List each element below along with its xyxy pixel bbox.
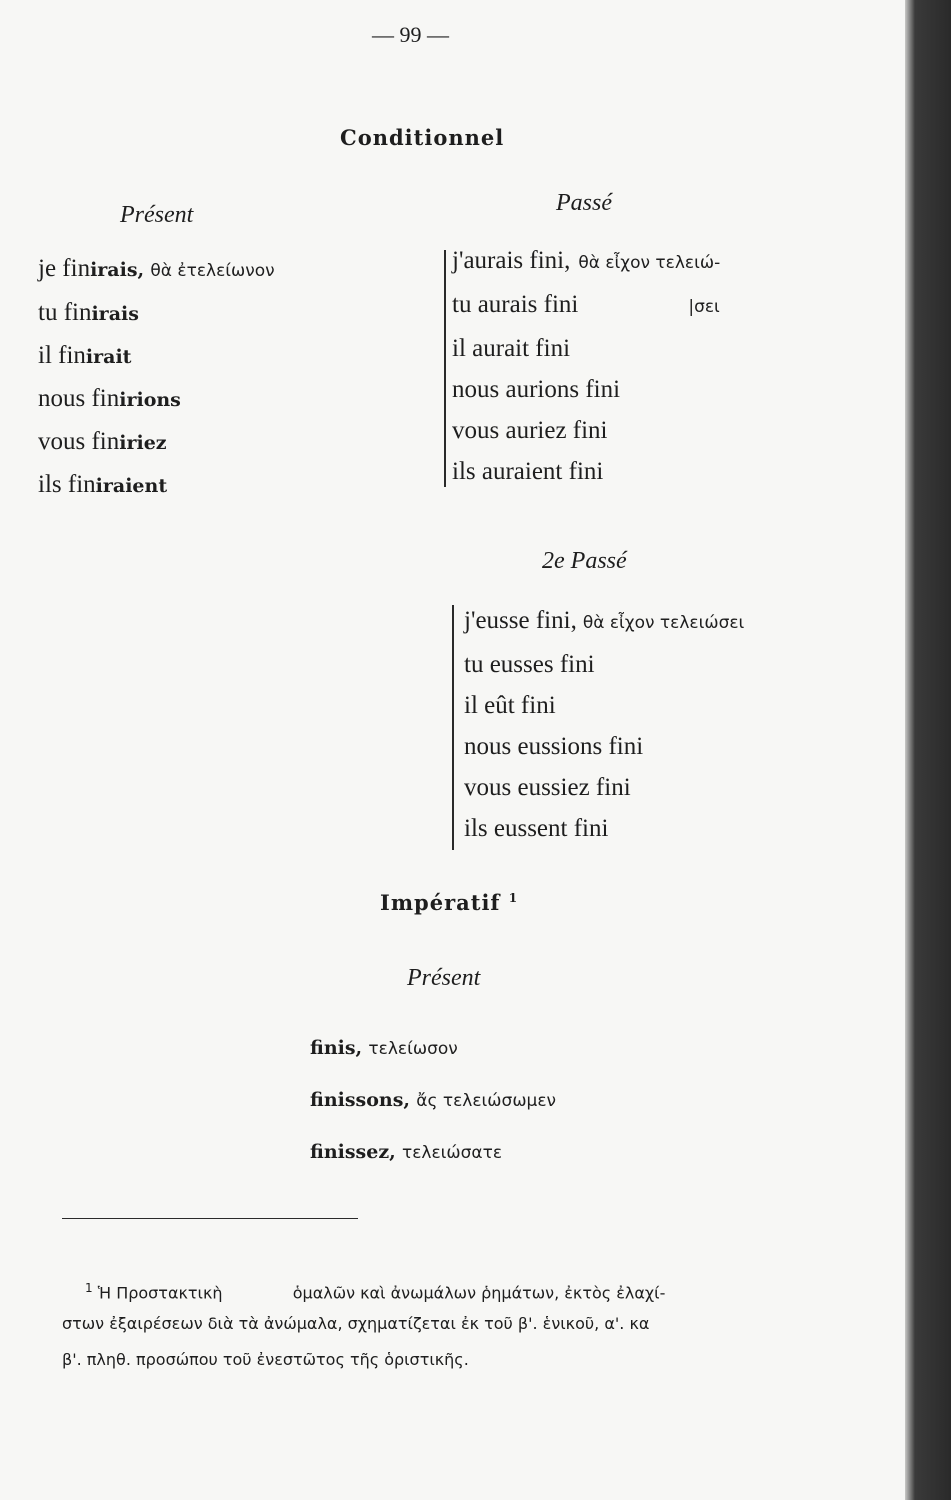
imperatif-conjugation-list (310, 1022, 556, 1178)
page-number: — 99 — (372, 22, 449, 47)
imperatif-form: finissez, (310, 1141, 396, 1163)
passe2-row (464, 644, 744, 685)
passe-text: nous aurions fini (452, 376, 621, 403)
present-stem: ils fin (38, 471, 96, 498)
passe-greek: θὰ εἶχον τελειώ- (578, 253, 721, 273)
passe2-text: il eût fini (464, 692, 556, 719)
imperatif-row (310, 1126, 556, 1178)
footnote-line-2: στων ἐξαιρέσεων διὰ τὰ ἀνώμαλα, σχηματίζεται ἐκ τοῦ β'. ἑνικοῦ, α'. κα (62, 1314, 650, 1333)
passe-text: j'aurais fini, (452, 247, 571, 274)
passe2-row (464, 685, 744, 726)
imperatif-form: finis, (310, 1037, 363, 1059)
passe-row (452, 451, 720, 492)
passe-bracket-line (444, 250, 446, 487)
imperatif-greek: τελειώσατε (401, 1143, 503, 1163)
footnote-mark: 1 (85, 1281, 93, 1295)
passe-text: vous auriez fini (452, 417, 608, 444)
passe2-text: tu eusses fini (464, 651, 595, 678)
passe2-row (464, 726, 744, 767)
passe2-conjugation-list (464, 600, 744, 849)
imperatif-greek: τελείωσον (368, 1039, 458, 1059)
passe-row (452, 284, 720, 328)
passe2-text: nous eussions fini (464, 733, 644, 760)
present-conjugation-list (38, 248, 275, 507)
passe2-text: j'eusse fini, (464, 607, 577, 634)
imperatif-row (310, 1022, 556, 1074)
passe2-text: ils eussent fini (464, 815, 609, 842)
present-row (38, 335, 275, 378)
passe-text: tu aurais fini (452, 291, 579, 318)
passe-subheading: Passé (556, 190, 612, 216)
footnote-line-3: β'. πληθ. προσώπου τοῦ ἐνεστῶτος τῆς ὁριστικῆς. (62, 1350, 469, 1369)
present-row (38, 378, 275, 421)
present-ending: irais, (90, 259, 145, 281)
present-greek: θὰ ἐτελείωνον (150, 261, 275, 281)
present-row (38, 292, 275, 335)
footnote-line-1b: ὁμαλῶν καὶ ἀνωμάλων ῥημάτων, ἐκτὸς ἐλαχί- (292, 1283, 666, 1303)
imperatif-greek: ἄς τελειώσωμεν (416, 1091, 557, 1111)
passe2-text: vous eussiez fini (464, 774, 631, 801)
present-stem: tu fin (38, 299, 92, 326)
present-stem: nous fin (38, 385, 120, 412)
present-stem: vous fin (38, 428, 120, 455)
passe-row (452, 240, 720, 284)
passe2-bracket-line (452, 605, 454, 850)
present-stem: je fin (38, 255, 91, 282)
passe-text: il aurait fini (452, 335, 571, 362)
passe-text: ils auraient fini (452, 458, 604, 485)
imperatif-present-subheading: Présent (407, 965, 481, 991)
imperatif-form: finissons, (310, 1089, 411, 1111)
present-row (38, 464, 275, 507)
present-ending: iraient (95, 475, 168, 497)
passe2-subheading: 2e Passé (542, 548, 627, 574)
page-edge-shadow (905, 0, 951, 1500)
passe-row (452, 410, 720, 451)
present-ending: irait (85, 346, 132, 368)
passe-greek: |σει (688, 297, 720, 317)
imperatif-heading (380, 890, 518, 915)
passe2-row (464, 600, 744, 644)
passe-row (452, 328, 720, 369)
passe-row (452, 369, 720, 410)
imperatif-heading-text: Impératif (380, 890, 501, 915)
present-row (38, 421, 275, 464)
present-ending: iriez (119, 432, 167, 454)
conditionnel-heading: Conditionnel (340, 125, 505, 150)
present-row (38, 248, 275, 292)
passe2-greek: θὰ εἶχον τελειώσει (582, 613, 745, 633)
imperatif-row (310, 1074, 556, 1126)
footnote-line-1a: Ἡ Προστακτικὴ (97, 1283, 223, 1303)
present-subheading: Présent (120, 202, 194, 228)
footnote-rule (62, 1218, 358, 1219)
present-stem: il fin (38, 342, 86, 369)
passe-conjugation-list (452, 240, 720, 492)
imperatif-footnote-mark: 1 (508, 891, 519, 905)
present-ending: irais (91, 303, 139, 325)
passe2-row (464, 808, 744, 849)
passe2-row (464, 767, 744, 808)
present-ending: irions (119, 389, 181, 411)
